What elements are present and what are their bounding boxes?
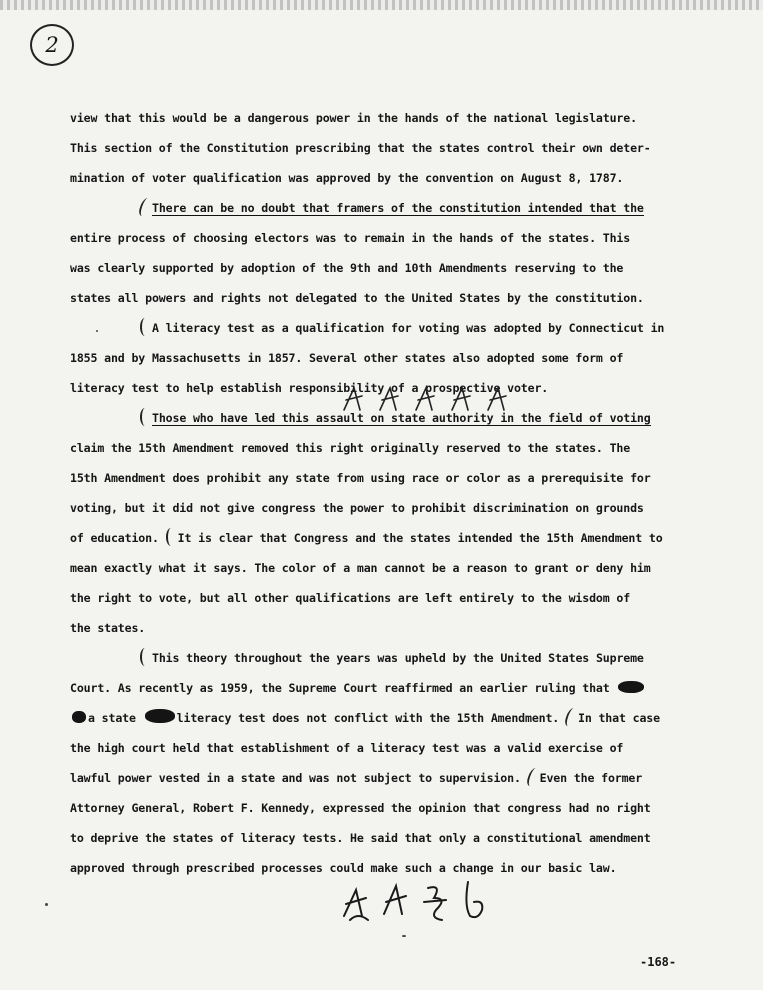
text-segment: There can be no doubt that framers of the constitution intended that the bbox=[152, 201, 644, 215]
paragraph-start bbox=[70, 193, 720, 223]
handwritten-scribbles-icon bbox=[340, 384, 520, 416]
handwritten-initials-icon bbox=[338, 876, 498, 928]
text-segment: of education. bbox=[70, 531, 159, 545]
text-line: the high court held that establishment of a literacy test was a valid exercise of bbox=[70, 741, 624, 755]
text-segment: lawful power vested in a state and was not subject to supervision. bbox=[70, 771, 521, 785]
text-line: 1855 and by Massachusetts in 1857. Several other states also adopted some form of bbox=[70, 351, 624, 365]
text-line: This section of the Constitution prescribing that the states control their own deter- bbox=[70, 141, 651, 155]
circled-page-marker bbox=[30, 24, 74, 66]
text-line: claim the 15th Amendment removed this right originally reserved to the states. The bbox=[70, 441, 631, 455]
text-segment: Those who have led this assault on state authority in the field of voting bbox=[152, 411, 651, 425]
scan-speck bbox=[96, 330, 98, 332]
text-segment: It is clear that Congress and the states intended the 15th Amendment to bbox=[177, 531, 663, 545]
text-line: to deprive the states of literacy tests. He said that only a constitutional amendment bbox=[70, 831, 651, 845]
text-line bbox=[70, 703, 720, 733]
redaction-blot bbox=[72, 711, 86, 723]
text-line: mean exactly what it says. The color of a man cannot be a reason to grant or deny him bbox=[70, 561, 651, 575]
text-line bbox=[70, 523, 720, 553]
document-body bbox=[70, 103, 720, 883]
scan-speck bbox=[402, 935, 406, 937]
text-line: states all powers and rights not delegated to the United States by the constitution. bbox=[70, 291, 644, 305]
text-line bbox=[70, 763, 720, 793]
text-segment: This theory throughout the years was upheld by the United States Supreme bbox=[152, 651, 644, 665]
page-number: -168- bbox=[640, 955, 677, 969]
text-segment: literacy test does not conflict with the 15th Amendment. bbox=[176, 711, 560, 725]
redaction-blot bbox=[145, 709, 175, 723]
text-line bbox=[70, 673, 720, 703]
text-line: literacy test to help establish responsibility of a prospective voter. bbox=[70, 381, 549, 395]
text-line: mination of voter qualification was approved by the convention on August 8, 1787. bbox=[70, 171, 624, 185]
text-line: the states. bbox=[70, 621, 146, 635]
bracket-mark-icon bbox=[140, 408, 150, 426]
page-marker-number: 2 bbox=[45, 33, 59, 57]
text-line: voting, but it did not give congress the power to prohibit discrimination on grounds bbox=[70, 501, 644, 515]
text-line: view that this would be a dangerous power in the hands of the national legislature. bbox=[70, 111, 637, 125]
paragraph-start bbox=[70, 313, 720, 343]
text-segment: Even the former bbox=[539, 771, 643, 785]
text-line: approved through prescribed processes could make such a change in our basic law. bbox=[70, 861, 617, 875]
bracket-mark-icon bbox=[137, 198, 153, 216]
bracket-mark-icon bbox=[140, 318, 150, 336]
scan-speck bbox=[45, 903, 48, 906]
text-line: Attorney General, Robert F. Kennedy, expressed the opinion that congress had no right bbox=[70, 801, 651, 815]
bracket-mark-icon bbox=[166, 528, 176, 546]
paragraph-start bbox=[70, 643, 720, 673]
text-line: the right to vote, but all other qualifications are left entirely to the wisdom of bbox=[70, 591, 631, 605]
redaction-blot bbox=[618, 681, 644, 693]
text-segment: Court. As recently as 1959, the Supreme Court reaffirmed an earlier ruling that bbox=[70, 681, 610, 695]
text-segment: A literacy test as a qualification for voting was adopted by Connecticut in bbox=[152, 321, 665, 335]
scanned-top-edge bbox=[0, 0, 763, 10]
bracket-mark-icon bbox=[140, 648, 150, 666]
text-line: entire process of choosing electors was to remain in the hands of the states. This bbox=[70, 231, 631, 245]
slash-mark-icon bbox=[525, 768, 541, 786]
text-line: 15th Amendment does prohibit any state from using race or color as a prerequisite for bbox=[70, 471, 651, 485]
slash-mark-icon bbox=[563, 708, 579, 726]
text-line: was clearly supported by adoption of the 9th and 10th Amendments reserving to the bbox=[70, 261, 624, 275]
text-segment: In that case bbox=[577, 711, 660, 725]
text-segment: a state bbox=[88, 711, 136, 725]
